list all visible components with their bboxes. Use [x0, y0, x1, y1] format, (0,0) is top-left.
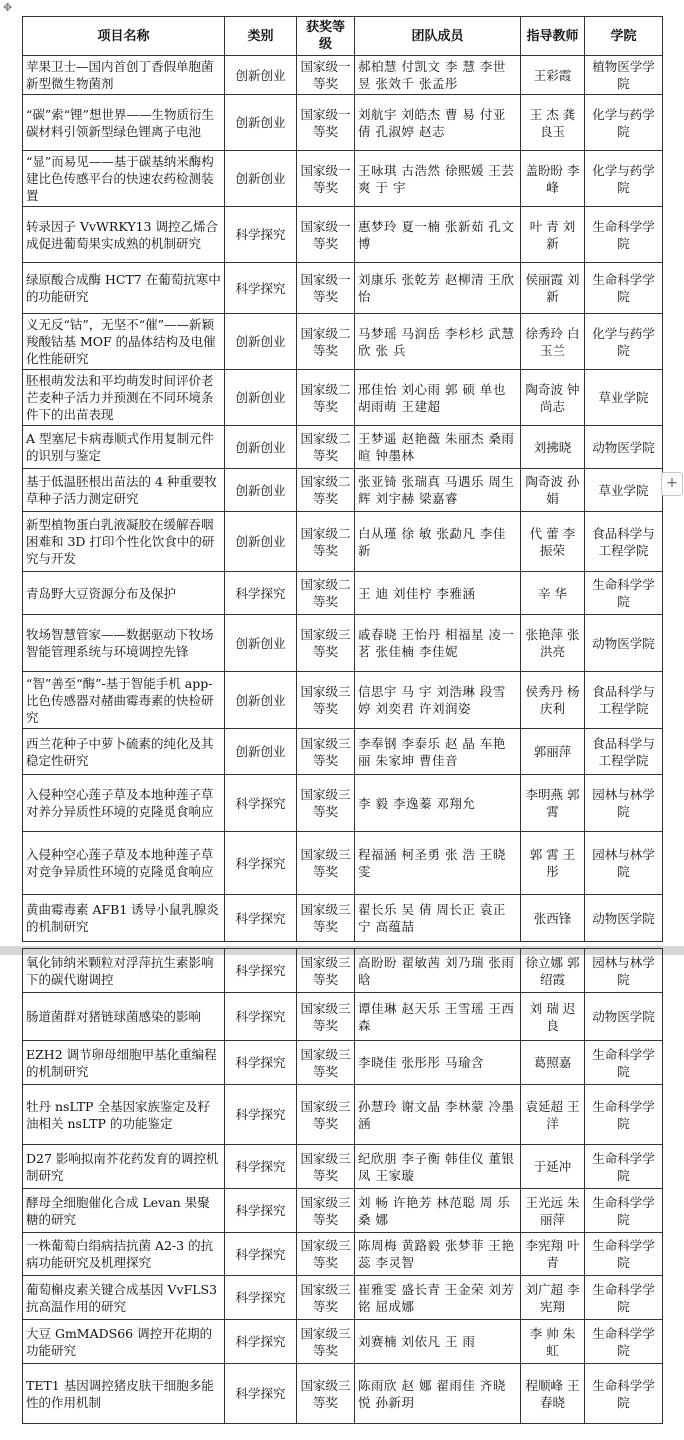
- award-level-cell: 国家级三等奖: [297, 672, 355, 729]
- team-members-cell: 孙慧玲 谢文晶 李林蒙 冷墨涵: [355, 1085, 521, 1145]
- team-members-cell: 李 毅 李逸蓁 邓翔允: [355, 775, 521, 832]
- advisor-cell: 袁延超 王 洋: [521, 1085, 585, 1145]
- table-row: [23, 1189, 663, 1233]
- team-members-cell: 刘康乐 张乾芳 赵柳清 王欣怡: [355, 263, 521, 314]
- team-members-cell: 马梦瑶 马润岳 李杉杉 武慧欣 张 兵: [355, 314, 521, 370]
- header-college: 学院: [585, 17, 663, 56]
- award-level-cell: 国家级三等奖: [297, 832, 355, 895]
- award-level-cell: 国家级三等奖: [297, 993, 355, 1041]
- advisor-cell: 刘 瑞 迟 良: [521, 993, 585, 1041]
- team-members-cell: 纪欣朋 李子衡 韩佳仪 董银凤 王家璇: [355, 1145, 521, 1189]
- advisor-cell: 于延冲: [521, 1145, 585, 1189]
- awards-table-page1: [22, 16, 663, 942]
- award-level-cell: 国家级三等奖: [297, 1233, 355, 1276]
- college-cell: 生命科学学院: [585, 1364, 663, 1424]
- category-cell: 科学探究: [225, 1276, 297, 1320]
- project-name-cell: 大豆 GmMADS66 调控开花期的功能研究: [23, 1320, 225, 1364]
- college-cell: 生命科学学院: [585, 207, 663, 263]
- college-cell: 食品科学与工程学院: [585, 672, 663, 729]
- project-name-cell: 牡丹 nsLTP 全基因家族鉴定及籽油相关 nsLTP 的功能鉴定: [23, 1085, 225, 1145]
- team-members-cell: 惠梦玲 夏一楠 张新茹 孔文博: [355, 207, 521, 263]
- college-cell: 生命科学学院: [585, 1189, 663, 1233]
- award-level-cell: 国家级一等奖: [297, 207, 355, 263]
- table-row: [23, 615, 663, 672]
- move-handle-icon[interactable]: ✥: [3, 1, 13, 14]
- college-cell: 生命科学学院: [585, 263, 663, 314]
- advisor-cell: 辛 华: [521, 572, 585, 615]
- advisor-cell: 徐立娜 郭绍霞: [521, 949, 585, 993]
- team-members-cell: 陈雨欣 赵 娜 翟雨佳 齐晓悦 孙新玥: [355, 1364, 521, 1424]
- table-row: [23, 1320, 663, 1364]
- college-cell: 生命科学学院: [585, 1320, 663, 1364]
- advisor-cell: 张艳萍 张洪亮: [521, 615, 585, 672]
- team-members-cell: 王 迪 刘佳柠 李雅涵: [355, 572, 521, 615]
- table-row: [23, 1276, 663, 1320]
- award-level-cell: 国家级三等奖: [297, 615, 355, 672]
- project-name-cell: 酵母全细胞催化合成 Levan 果聚糖的研究: [23, 1189, 225, 1233]
- team-members-cell: 谭佳琳 赵天乐 王雪瑶 王西森: [355, 993, 521, 1041]
- category-cell: 科学探究: [225, 1041, 297, 1085]
- category-cell: 创新创业: [225, 370, 297, 426]
- college-cell: 生命科学学院: [585, 1145, 663, 1189]
- project-name-cell: 牧场智慧管家——数据驱动下牧场智能管理系统与环境调控先锋: [23, 615, 225, 672]
- category-cell: 创新创业: [225, 314, 297, 370]
- college-cell: 园林与林学院: [585, 775, 663, 832]
- project-name-cell: 新型植物蛋白乳液凝胶在缓解吞咽困难和 3D 打印个性化饮食中的研究与开发: [23, 512, 225, 572]
- category-cell: 科学探究: [225, 263, 297, 314]
- advisor-cell: 侯秀丹 杨庆利: [521, 672, 585, 729]
- category-cell: 科学探究: [225, 775, 297, 832]
- project-name-cell: 入侵种空心莲子草及本地种莲子草对养分异质性环境的克隆觅食响应: [23, 775, 225, 832]
- team-members-cell: 翟长乐 吴 倩 周长正 袁正宁 高蕴喆: [355, 895, 521, 942]
- category-cell: 创新创业: [225, 672, 297, 729]
- category-cell: 科学探究: [225, 895, 297, 942]
- table-row: [23, 572, 663, 615]
- table-row: [23, 1233, 663, 1276]
- advisor-cell: 张西锋: [521, 895, 585, 942]
- award-level-cell: 国家级三等奖: [297, 1041, 355, 1085]
- award-level-cell: 国家级三等奖: [297, 895, 355, 942]
- table-row: [23, 949, 663, 993]
- team-members-cell: 刘 畅 许艳芳 林范聪 周 乐 桑 娜: [355, 1189, 521, 1233]
- project-name-cell: 义无反“钴”，无坚不“催”——新颖羧酸钴基 MOF 的晶体结构及电催化性能研究: [23, 314, 225, 370]
- award-level-cell: 国家级二等奖: [297, 469, 355, 512]
- college-cell: 化学与药学院: [585, 95, 663, 151]
- team-members-cell: 王咏琪 古浩然 徐熙媛 王芸爽 于 宇: [355, 151, 521, 207]
- project-name-cell: 氧化铈纳米颗粒对浮萍抗生素影响下的碳代谢调控: [23, 949, 225, 993]
- project-name-cell: 入侵种空心莲子草及本地种莲子草对竞争异质性环境的克隆觅食响应: [23, 832, 225, 895]
- award-level-cell: 国家级三等奖: [297, 1145, 355, 1189]
- college-cell: 动物医学院: [585, 993, 663, 1041]
- category-cell: 创新创业: [225, 95, 297, 151]
- team-members-cell: 陈周梅 黄路毅 张梦菲 王艳蕊 李灵智: [355, 1233, 521, 1276]
- header-award: 获奖等级: [297, 17, 355, 56]
- table-row: [23, 207, 663, 263]
- award-level-cell: 国家级三等奖: [297, 1276, 355, 1320]
- project-name-cell: 肠道菌群对猪链球菌感染的影响: [23, 993, 225, 1041]
- table-row: [23, 672, 663, 729]
- category-cell: 创新创业: [225, 426, 297, 469]
- team-members-cell: 刘赛楠 刘依凡 王 雨: [355, 1320, 521, 1364]
- award-level-cell: 国家级二等奖: [297, 512, 355, 572]
- team-members-cell: 邢佳怡 刘心雨 郭 硕 单也 胡雨萌 王建超: [355, 370, 521, 426]
- project-name-cell: “碳”索“锂”想世界——生物质衍生碳材料引领新型绿色锂离子电池: [23, 95, 225, 151]
- category-cell: 科学探究: [225, 1364, 297, 1424]
- team-members-cell: 王梦遥 赵艳薇 朱丽杰 桑雨暄 钟墨林: [355, 426, 521, 469]
- table-row: [23, 314, 663, 370]
- table-row: [23, 832, 663, 895]
- header-members: 团队成员: [355, 17, 521, 56]
- table-row: [23, 895, 663, 942]
- college-cell: 食品科学与工程学院: [585, 512, 663, 572]
- award-level-cell: 国家级一等奖: [297, 151, 355, 207]
- project-name-cell: EZH2 调节卵母细胞甲基化重编程的机制研究: [23, 1041, 225, 1085]
- award-level-cell: 国家级二等奖: [297, 572, 355, 615]
- college-cell: 生命科学学院: [585, 1276, 663, 1320]
- table-row: [23, 729, 663, 775]
- category-cell: 科学探究: [225, 1145, 297, 1189]
- college-cell: 植物医学学院: [585, 56, 663, 95]
- table-row: [23, 512, 663, 572]
- project-name-cell: 葡萄槲皮素关键合成基因 VvFLS3 抗高温作用的研究: [23, 1276, 225, 1320]
- college-cell: 生命科学学院: [585, 1233, 663, 1276]
- team-members-cell: 崔雅雯 盛长青 王金荣 刘芳铭 屈成娜: [355, 1276, 521, 1320]
- header-advisor: 指导教师: [521, 17, 585, 56]
- table-row: [23, 56, 663, 95]
- college-cell: 食品科学与工程学院: [585, 729, 663, 775]
- advisor-cell: 叶 青 刘 新: [521, 207, 585, 263]
- category-cell: 科学探究: [225, 207, 297, 263]
- award-level-cell: 国家级三等奖: [297, 1085, 355, 1145]
- project-name-cell: 胚根萌发法和平均萌发时间评价老芒麦种子活力并预测在不同环境条件下的出苗表现: [23, 370, 225, 426]
- category-cell: 科学探究: [225, 1320, 297, 1364]
- table-row: [23, 263, 663, 314]
- category-cell: 科学探究: [225, 1085, 297, 1145]
- project-name-cell: A 型塞尼卡病毒顺式作用复制元件的识别与鉴定: [23, 426, 225, 469]
- project-name-cell: 西兰花种子中萝卜硫素的纯化及其稳定性研究: [23, 729, 225, 775]
- awards-table-page2: [22, 948, 663, 1424]
- college-cell: 草业学院: [585, 469, 663, 512]
- award-level-cell: 国家级三等奖: [297, 949, 355, 993]
- table-row: [23, 469, 663, 512]
- college-cell: 生命科学学院: [585, 1085, 663, 1145]
- advisor-cell: 王光远 朱丽萍: [521, 1189, 585, 1233]
- college-cell: 园林与林学院: [585, 832, 663, 895]
- advisor-cell: 李宪翔 叶 青: [521, 1233, 585, 1276]
- award-level-cell: 国家级二等奖: [297, 314, 355, 370]
- college-cell: 动物医学院: [585, 615, 663, 672]
- category-cell: 科学探究: [225, 1233, 297, 1276]
- college-cell: 化学与药学院: [585, 314, 663, 370]
- award-level-cell: 国家级一等奖: [297, 95, 355, 151]
- team-members-cell: 信思宇 马 宇 刘浩琳 段雪婷 刘奕君 许刘润姿: [355, 672, 521, 729]
- advisor-cell: 陶奇波 钟尚志: [521, 370, 585, 426]
- advisor-cell: 郭 霄 王 彤: [521, 832, 585, 895]
- header-project: 项目名称: [23, 17, 225, 56]
- team-members-cell: 刘航宇 刘皓杰 曹 易 付亚倩 孔淑婷 赵志: [355, 95, 521, 151]
- college-cell: 化学与药学院: [585, 151, 663, 207]
- project-name-cell: 苹果卫士—国内首创丁香假单胞菌新型微生物菌剂: [23, 56, 225, 95]
- table-row: [23, 775, 663, 832]
- advisor-cell: 王 杰 龚良玉: [521, 95, 585, 151]
- award-level-cell: 国家级三等奖: [297, 729, 355, 775]
- advisor-cell: 李 帅 朱 虹: [521, 1320, 585, 1364]
- award-level-cell: 国家级三等奖: [297, 1189, 355, 1233]
- table-row: [23, 426, 663, 469]
- project-name-cell: 基于低温胚根出苗法的 4 种重要牧草种子活力测定研究: [23, 469, 225, 512]
- advisor-cell: 刘广超 李宪翔: [521, 1276, 585, 1320]
- advisor-cell: 盖盼盼 李 峰: [521, 151, 585, 207]
- project-name-cell: 青岛野大豆资源分布及保护: [23, 572, 225, 615]
- category-cell: 科学探究: [225, 1189, 297, 1233]
- project-name-cell: 一株葡萄白绢病拮抗菌 A2-3 的抗病功能研究及机理探究: [23, 1233, 225, 1276]
- team-members-cell: 程福涵 柯圣勇 张 浩 王晓雯: [355, 832, 521, 895]
- category-cell: 科学探究: [225, 832, 297, 895]
- advisor-cell: 侯丽霞 刘 新: [521, 263, 585, 314]
- category-cell: 创新创业: [225, 729, 297, 775]
- award-level-cell: 国家级一等奖: [297, 263, 355, 314]
- college-cell: 园林与林学院: [585, 949, 663, 993]
- award-level-cell: 国家级三等奖: [297, 1364, 355, 1424]
- category-cell: 科学探究: [225, 993, 297, 1041]
- team-members-cell: 张亚锜 张瑞真 马遇乐 周生辉 刘宇赫 梁嘉睿: [355, 469, 521, 512]
- team-members-cell: 高盼盼 翟敏茜 刘乃瑞 张雨晗: [355, 949, 521, 993]
- category-cell: 科学探究: [225, 949, 297, 993]
- category-cell: 创新创业: [225, 151, 297, 207]
- advisor-cell: 程顺峰 王春晓: [521, 1364, 585, 1424]
- project-name-cell: 转录因子 VvWRKY13 调控乙烯合成促进葡萄果实成熟的机制研究: [23, 207, 225, 263]
- category-cell: 科学探究: [225, 572, 297, 615]
- table-header-row: [23, 17, 663, 56]
- advisor-cell: 李明燕 郭 霄: [521, 775, 585, 832]
- college-cell: 动物医学院: [585, 895, 663, 942]
- award-level-cell: 国家级三等奖: [297, 1320, 355, 1364]
- advisor-cell: 徐秀玲 白玉兰: [521, 314, 585, 370]
- category-cell: 创新创业: [225, 469, 297, 512]
- award-level-cell: 国家级二等奖: [297, 370, 355, 426]
- team-members-cell: 白从瑾 徐 敏 张勐凡 李佳新: [355, 512, 521, 572]
- advisor-cell: 王彩霞: [521, 56, 585, 95]
- team-members-cell: 郝柏慧 付凯文 李 慧 李世昱 张效千 张孟彤: [355, 56, 521, 95]
- table-row: [23, 1145, 663, 1189]
- project-name-cell: 绿原酸合成酶 HCT7 在葡萄抗寒中的功能研究: [23, 263, 225, 314]
- team-members-cell: 李晓佳 张彤彤 马瑜含: [355, 1041, 521, 1085]
- project-name-cell: “智”善至“酶”-基于智能手机 app-比色传感器对赭曲霉毒素的快检研究: [23, 672, 225, 729]
- advisor-cell: 郭丽萍: [521, 729, 585, 775]
- table-row: [23, 993, 663, 1041]
- award-level-cell: 国家级二等奖: [297, 426, 355, 469]
- award-level-cell: 国家级三等奖: [297, 775, 355, 832]
- project-name-cell: D27 影响拟南芥花药发育的调控机制研究: [23, 1145, 225, 1189]
- project-name-cell: 黄曲霉毒素 AFB1 诱导小鼠乳腺炎的机制研究: [23, 895, 225, 942]
- award-level-cell: 国家级一等奖: [297, 56, 355, 95]
- project-name-cell: “显”而易见——基于碳基纳米酶构建比色传感平台的快速农药检测装置: [23, 151, 225, 207]
- college-cell: 草业学院: [585, 370, 663, 426]
- college-cell: 动物医学院: [585, 426, 663, 469]
- table-row: [23, 1364, 663, 1424]
- advisor-cell: 刘拂晓: [521, 426, 585, 469]
- category-cell: 创新创业: [225, 512, 297, 572]
- advisor-cell: 代 蕾 李振荣: [521, 512, 585, 572]
- table-row: [23, 1041, 663, 1085]
- header-category: 类别: [225, 17, 297, 56]
- table-row: [23, 95, 663, 151]
- add-button[interactable]: +: [661, 472, 683, 496]
- college-cell: 生命科学学院: [585, 1041, 663, 1085]
- table-row: [23, 370, 663, 426]
- team-members-cell: 李奉钢 李泰乐 赵 晶 车艳丽 朱家坤 曹佳音: [355, 729, 521, 775]
- project-name-cell: TET1 基因调控猪皮肤干细胞多能性的作用机制: [23, 1364, 225, 1424]
- team-members-cell: 戚春晓 王怡丹 相福星 凌一茗 张佳楠 李佳妮: [355, 615, 521, 672]
- table-row: [23, 151, 663, 207]
- category-cell: 创新创业: [225, 56, 297, 95]
- category-cell: 创新创业: [225, 615, 297, 672]
- advisor-cell: 陶奇波 孙 娟: [521, 469, 585, 512]
- advisor-cell: 葛照嘉: [521, 1041, 585, 1085]
- table-row: [23, 1085, 663, 1145]
- college-cell: 生命科学学院: [585, 572, 663, 615]
